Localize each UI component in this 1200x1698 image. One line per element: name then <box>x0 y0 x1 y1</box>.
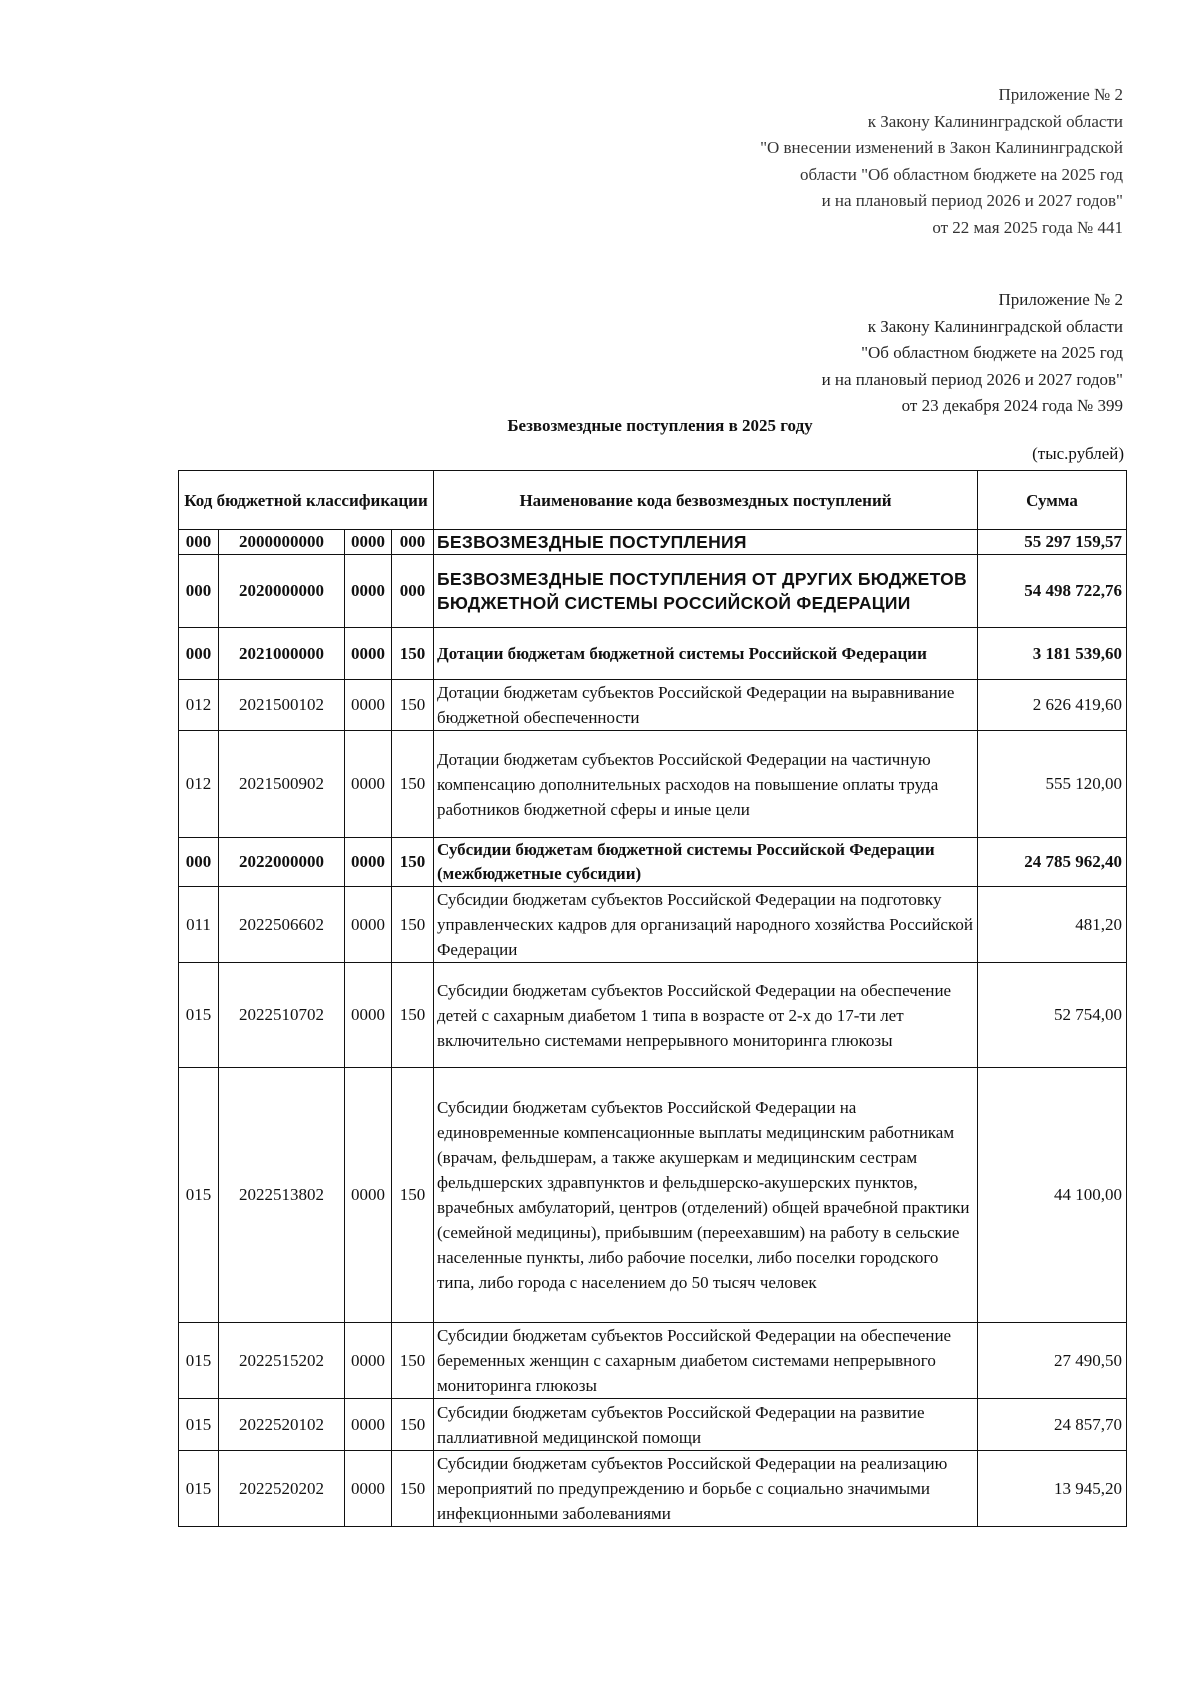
cell-element: 0000 <box>345 887 392 963</box>
annex-line: и на плановый период 2026 и 2027 годов" <box>821 369 1123 389</box>
cell-subtype: 150 <box>392 887 434 963</box>
cell-subtype: 150 <box>392 680 434 731</box>
table-row <box>179 628 1127 680</box>
cell-sum: 24 785 962,40 <box>978 838 1127 887</box>
cell-code: 2022513802 <box>219 1068 345 1323</box>
table-row <box>179 555 1127 628</box>
cell-code: 2021500902 <box>219 731 345 838</box>
cell-name: Субсидии бюджетам субъектов Российской Федерации на подготовку управленческих кадров для организаций народного хозяйства Российской Федерации <box>434 887 978 963</box>
table-row <box>179 1399 1127 1451</box>
cell-name: Субсидии бюджетам субъектов Российской Федерации на обеспечение беременных женщин с сахарным диабетом системами непрерывного мониторинга глюкозы <box>434 1323 978 1399</box>
cell-sum: 481,20 <box>978 887 1127 963</box>
cell-admin-code: 015 <box>179 1399 219 1451</box>
cell-code: 2021500102 <box>219 680 345 731</box>
cell-code: 2022510702 <box>219 963 345 1068</box>
cell-subtype: 150 <box>392 963 434 1068</box>
cell-subtype: 150 <box>392 1068 434 1323</box>
cell-code: 2022520202 <box>219 1451 345 1527</box>
cell-code: 2020000000 <box>219 555 345 628</box>
cell-subtype: 150 <box>392 731 434 838</box>
cell-subtype: 150 <box>392 1399 434 1451</box>
annex-line: "Об областном бюджете на 2025 год <box>861 343 1123 362</box>
table-row <box>179 1451 1127 1527</box>
table-row <box>179 1068 1127 1323</box>
cell-subtype: 000 <box>392 530 434 555</box>
cell-sum: 3 181 539,60 <box>978 628 1127 680</box>
cell-name: БЕЗВОЗМЕЗДНЫЕ ПОСТУПЛЕНИЯ ОТ ДРУГИХ БЮДЖЕТОВ БЮДЖЕТНОЙ СИСТЕМЫ РОССИЙСКОЙ ФЕДЕРАЦИИ <box>434 555 978 628</box>
cell-sum: 52 754,00 <box>978 963 1127 1068</box>
table-row <box>179 1323 1127 1399</box>
header-sum: Сумма <box>978 471 1127 530</box>
cell-admin-code: 015 <box>179 1451 219 1527</box>
table-row <box>179 731 1127 838</box>
cell-name: Субсидии бюджетам субъектов Российской Федерации на единовременные компенсационные выплаты медицинским работникам (врачам, фельдшерам, а также акушеркам и медицинским сестрам фельдшерских здравпунктов и фельдшерско-акушерских пунктов, врачебных амбулаторий, центров (отделений) общей врачебной практики (семейной медицины), прибывшим (переехавшим) на работу в сельские населенные пункты, либо рабочие поселки, либо поселки городского типа, либо города с населением до 50 тысяч человек <box>434 1068 978 1323</box>
cell-element: 0000 <box>345 680 392 731</box>
cell-name: Субсидии бюджетам субъектов Российской Федерации на развитие паллиативной медицинской помощи <box>434 1399 978 1451</box>
cell-sum: 44 100,00 <box>978 1068 1127 1323</box>
cell-subtype: 150 <box>392 838 434 887</box>
cell-code: 2021000000 <box>219 628 345 680</box>
annex-line: области "Об областном бюджете на 2025 год <box>800 164 1123 184</box>
document-title: Безвозмездные поступления в 2025 году <box>507 416 813 435</box>
annex-header-original <box>822 287 1123 420</box>
table-row <box>179 963 1127 1068</box>
cell-element: 0000 <box>345 838 392 887</box>
cell-element: 0000 <box>345 1451 392 1527</box>
cell-name: Дотации бюджетам бюджетной системы Российской Федерации <box>434 628 978 680</box>
annex-line: к Закону Калининградской области <box>867 316 1123 336</box>
annex-line: от 22 мая 2025 года № 441 <box>932 217 1123 237</box>
cell-code: 2000000000 <box>219 530 345 555</box>
cell-admin-code: 015 <box>179 1068 219 1323</box>
units-label: (тыс.рублей) <box>1032 444 1124 463</box>
cell-admin-code: 012 <box>179 680 219 731</box>
cell-sum: 27 490,50 <box>978 1323 1127 1399</box>
cell-sum: 55 297 159,57 <box>978 530 1127 555</box>
cell-subtype: 150 <box>392 1451 434 1527</box>
cell-admin-code: 015 <box>179 963 219 1068</box>
cell-subtype: 150 <box>392 1323 434 1399</box>
header-name: Наименование кода безвозмездных поступлений <box>434 471 978 530</box>
annex-line: Приложение № 2 <box>998 290 1123 309</box>
cell-name: Дотации бюджетам субъектов Российской Федерации на частичную компенсацию дополнительных расходов на повышение оплаты труда работников бюджетной сферы и иные цели <box>434 731 978 838</box>
table-row <box>179 838 1127 887</box>
cell-element: 0000 <box>345 1323 392 1399</box>
cell-admin-code: 012 <box>179 731 219 838</box>
budget-table <box>178 470 1127 1527</box>
table-row <box>179 887 1127 963</box>
header-code: Код бюджетной классификации <box>179 471 434 530</box>
cell-name: БЕЗВОЗМЕЗДНЫЕ ПОСТУПЛЕНИЯ <box>434 530 978 555</box>
cell-admin-code: 000 <box>179 555 219 628</box>
cell-sum: 555 120,00 <box>978 731 1127 838</box>
cell-name: Субсидии бюджетам бюджетной системы Российской Федерации (межбюджетные субсидии) <box>434 838 978 887</box>
annex-header-current <box>760 82 1123 241</box>
table-row <box>179 680 1127 731</box>
cell-element: 0000 <box>345 628 392 680</box>
cell-admin-code: 000 <box>179 530 219 555</box>
cell-element: 0000 <box>345 530 392 555</box>
cell-sum: 24 857,70 <box>978 1399 1127 1451</box>
cell-code: 2022515202 <box>219 1323 345 1399</box>
cell-element: 0000 <box>345 1399 392 1451</box>
cell-element: 0000 <box>345 555 392 628</box>
cell-sum: 2 626 419,60 <box>978 680 1127 731</box>
cell-sum: 54 498 722,76 <box>978 555 1127 628</box>
cell-subtype: 000 <box>392 555 434 628</box>
table-header-row <box>179 471 1127 530</box>
cell-code: 2022000000 <box>219 838 345 887</box>
cell-code: 2022520102 <box>219 1399 345 1451</box>
cell-admin-code: 015 <box>179 1323 219 1399</box>
annex-line: от 23 декабря 2024 года № 399 <box>901 396 1123 415</box>
cell-element: 0000 <box>345 963 392 1068</box>
annex-line: к Закону Калининградской области <box>867 111 1123 131</box>
table-row <box>179 530 1127 555</box>
cell-admin-code: 000 <box>179 838 219 887</box>
cell-code: 2022506602 <box>219 887 345 963</box>
cell-name: Субсидии бюджетам субъектов Российской Федерации на обеспечение детей с сахарным диабетом 1 типа в возрасте от 2-х до 17-ти лет включительно системами непрерывного мониторинга глюкозы <box>434 963 978 1068</box>
annex-line: Приложение № 2 <box>998 85 1123 104</box>
cell-name: Субсидии бюджетам субъектов Российской Федерации на реализацию мероприятий по предупреждению и борьбе с социально значимыми инфекционными заболеваниями <box>434 1451 978 1527</box>
cell-name: Дотации бюджетам субъектов Российской Федерации на выравнивание бюджетной обеспеченности <box>434 680 978 731</box>
annex-line: "О внесении изменений в Закон Калининградской <box>760 138 1123 157</box>
cell-admin-code: 000 <box>179 628 219 680</box>
cell-subtype: 150 <box>392 628 434 680</box>
cell-admin-code: 011 <box>179 887 219 963</box>
cell-sum: 13 945,20 <box>978 1451 1127 1527</box>
cell-element: 0000 <box>345 731 392 838</box>
cell-element: 0000 <box>345 1068 392 1323</box>
annex-line: и на плановый период 2026 и 2027 годов" <box>821 191 1123 210</box>
